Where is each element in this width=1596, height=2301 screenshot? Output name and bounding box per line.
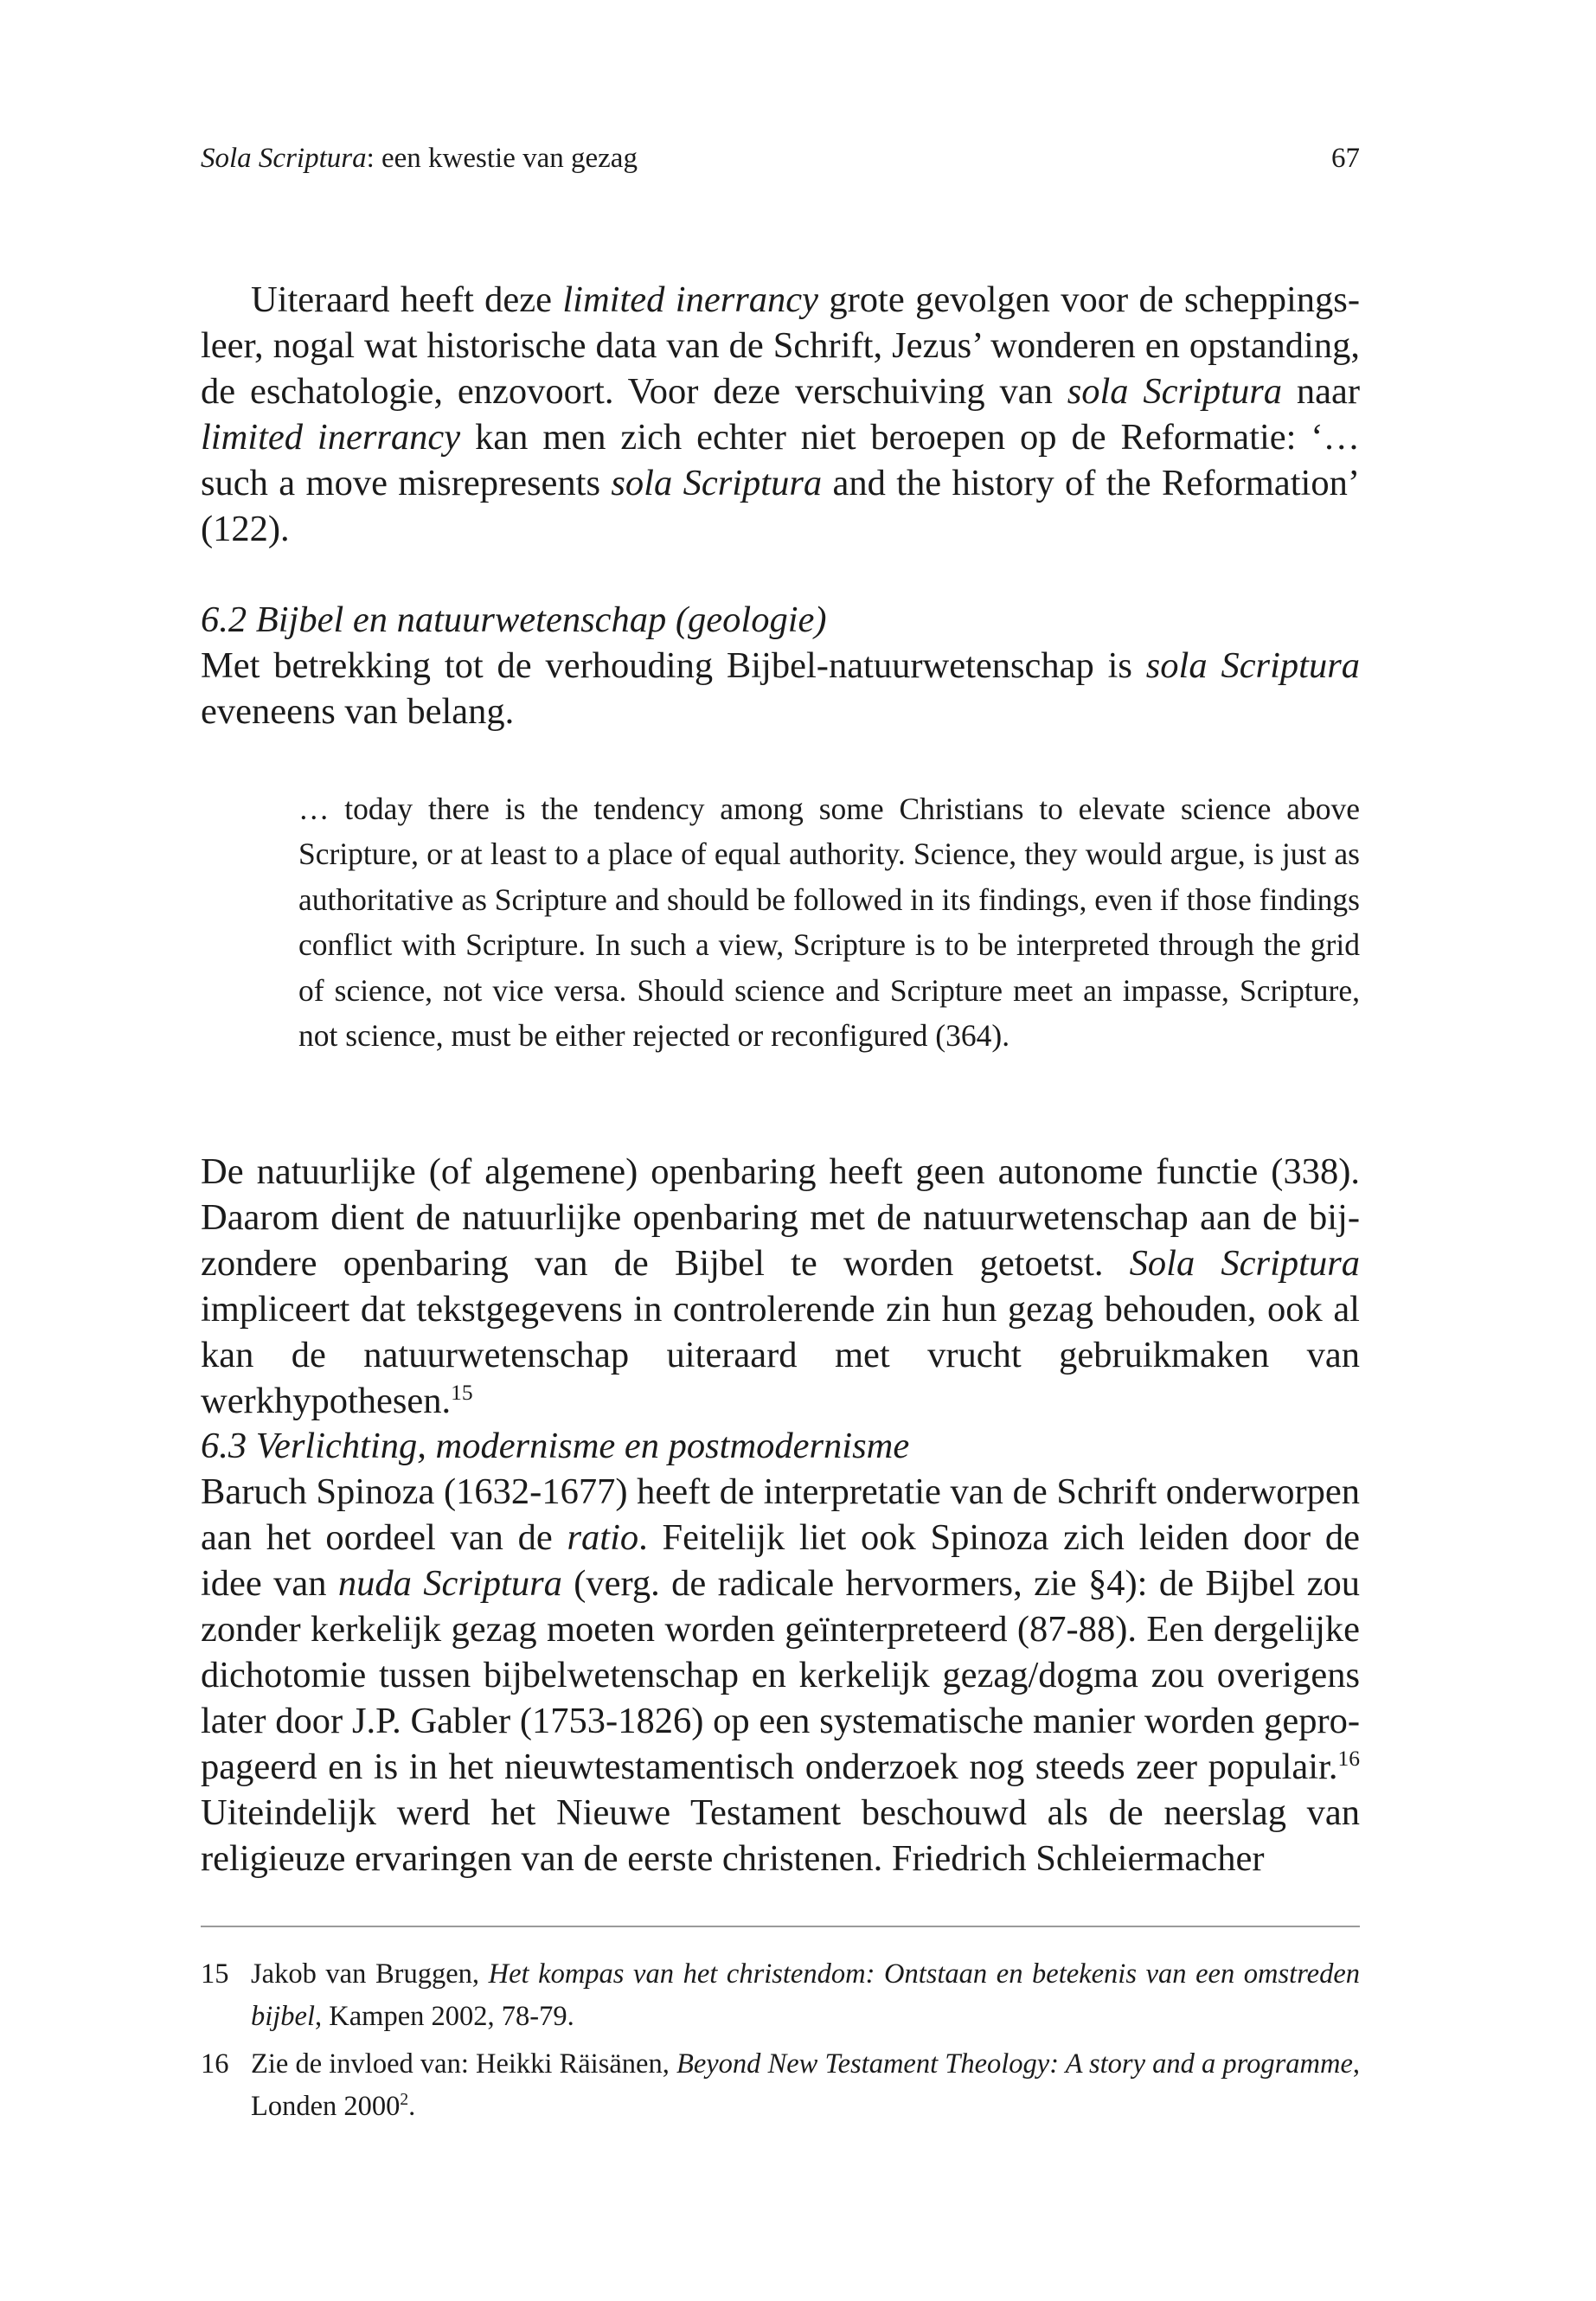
section-6-2 — [201, 597, 1360, 734]
block-quote — [298, 786, 1360, 1058]
section-heading-6-2: 6.2 Bijbel en natuurwetenschap (geologie) — [201, 599, 827, 640]
footnote-ref-16: 16 — [1337, 1745, 1360, 1771]
footnote-ref-15: 15 — [451, 1379, 473, 1405]
running-head — [201, 137, 1360, 180]
paragraph-natural-revelation — [201, 1149, 1360, 1424]
paragraph-text: Uiteraard heeft deze limited inerrancy grote gevolgen voor de scheppingsleer, nogal wat historische data van de Schrift, Jezus’ wonderen en opstanding, de eschatologie, enzovoort. Voor deze verschuiving van sola Scriptura naar limited inerrancy kan men zich echter niet beroepen op de Reformatie: ‘… such a move misrepresents sola Scriptura and the history of the Reformation’ (122). — [201, 279, 1361, 549]
section-heading-6-3: 6.3 Verlichting, modernisme en postmodernisme — [201, 1426, 910, 1466]
running-head-title-italic: Sola Scriptura — [201, 143, 367, 174]
footnote-text: Jakob van Bruggen, Het kompas van het christendom: Ontstaan en betekenis van een omstreden bijbel, Kampen 2002, 78-79. — [251, 1958, 1360, 2032]
section-6-3-text: Baruch Spinoza (1632-1677) heeft de interpretatie van de Schrift onderworpen aan het oordeel van de ratio. Feitelijk liet ook Spinoza zich leiden door de idee van nuda Scriptura (verg. de radicale hervormers, zie §4): de Bijbel zou zonder kerkelijk gezag moeten worden geïnterpreteerd (87-88). Een dergelijke dichotomie tussen bijbelwetenschap en kerkelijk gezag/dogma zou overigens later door J.P. Gabler (1753-1826) op een systematische manier worden gepropageerd en is in het nieuwtestamentisch onderzoek nog steeds zeer populair.$^{16}$ Uiteindelijk werd het Nieuwe Testament beschouwd als de neerslag van religieuze ervaringen van de eerste christenen. Friedrich Schleiermacher — [201, 1471, 1360, 1879]
footnote-16 — [201, 2043, 1360, 2128]
section-6-3 — [201, 1423, 1360, 1881]
page-number: 67 — [1331, 143, 1360, 174]
running-head-title: : een kwestie van gezag — [366, 143, 638, 174]
section-6-2-text: Met betrekking tot de verhouding Bijbel-natuurwetenschap is sola Scriptura eveneens van belang. — [201, 645, 1360, 732]
footnote-divider — [201, 1926, 1360, 1927]
paragraph-text: De natuurlijke (of algemene) openbaring heeft geen autonome functie (338). Daarom dient de natuurlijke openbaring met de natuurwetenschap aan de bijzondere openbaring van de Bijbel te worden getoetst. Sola Scriptura impliceert dat tekstgegevens in controlerende zin hun gezag behouden, ook al kan de natuurwetenschap uiteraard met vrucht gebruikmaken van werkhypothesen.$^{15}$ — [201, 1151, 1360, 1421]
paragraph-limited-inerrancy — [201, 277, 1360, 552]
footnote-number: 15 — [201, 1958, 229, 1990]
block-quote-text: … today there is the tendency among some Christians to elevate science above Scripture, or at least to a place of equal authority. Science, they would argue, is just as authoritative as Scripture and should be followed in its findings, even if those findings conflict with Scripture. In such a view, Scripture is to be interpreted through the grid of science, not vice versa. Should science and Scripture meet an impasse, Scripture, not science, must be either rejected or reconfigured (364). — [298, 792, 1360, 1054]
footnote-15 — [201, 1953, 1360, 2038]
footnote-text: Zie de invloed van: Heikki Räisänen, Beyond New Testament Theology: A story and a programme, Londen 2000$^2$. — [251, 2048, 1360, 2122]
footnote-number: 16 — [201, 2048, 229, 2080]
